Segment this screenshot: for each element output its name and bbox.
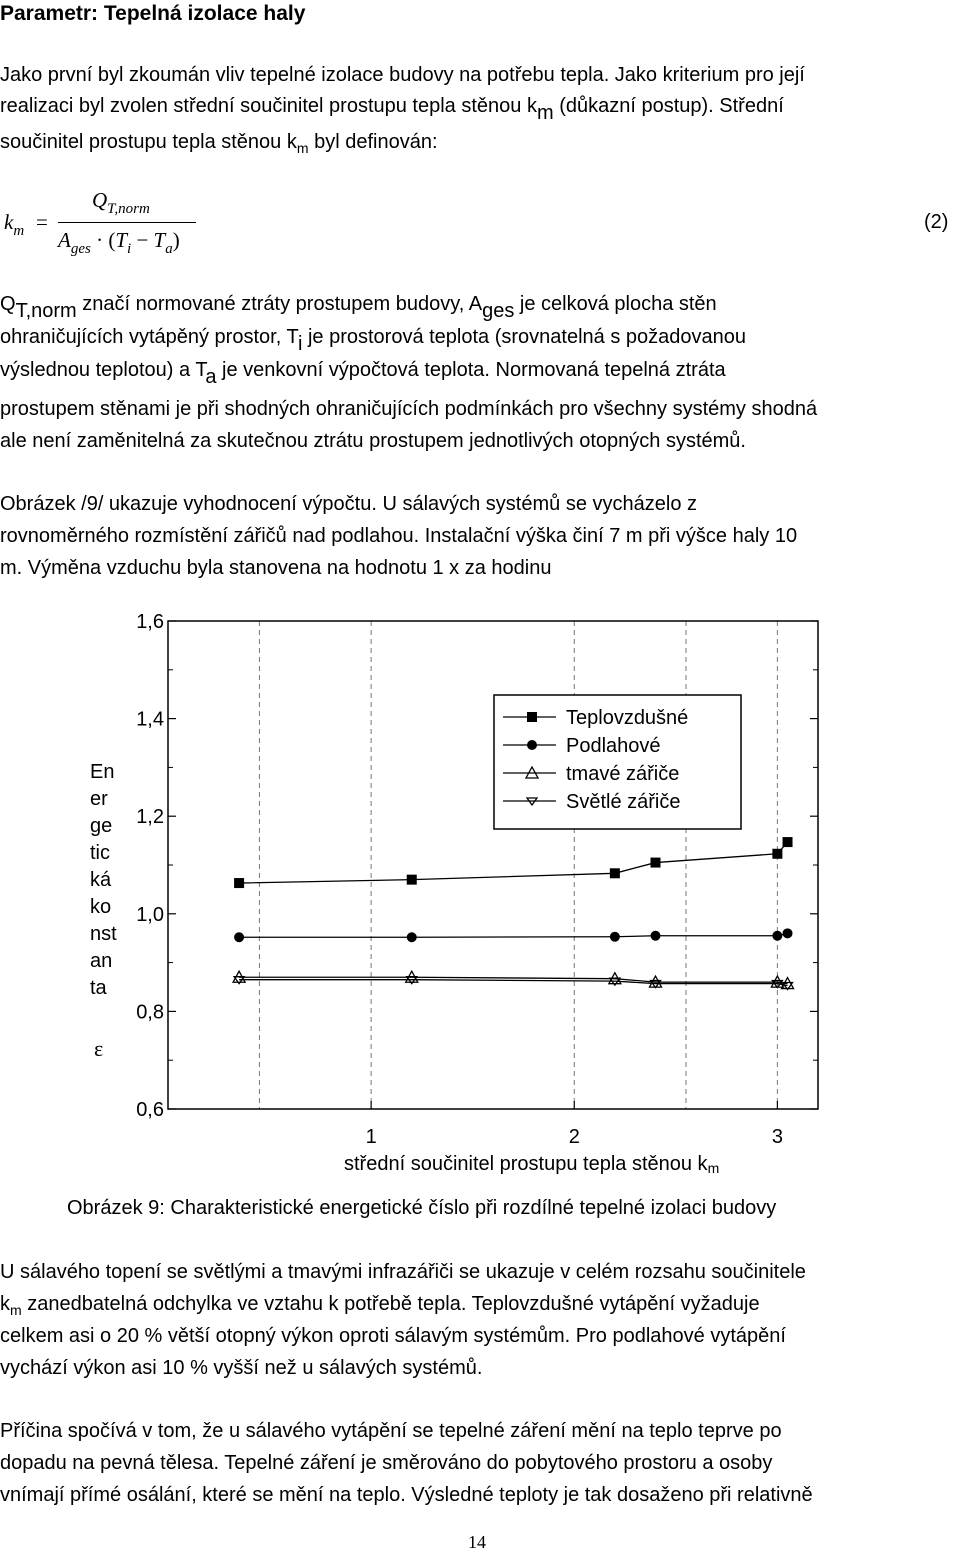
- defs-line-1: [0, 292, 717, 322]
- page-heading: Parametr: Tepelná izolace haly: [0, 2, 306, 25]
- km-subscript: m: [536, 102, 554, 124]
- y-label-segment: er: [90, 788, 108, 810]
- page-number: 14: [468, 1532, 486, 1552]
- formula-paren-open: (: [108, 228, 116, 252]
- formula-paren-close: ): [172, 228, 180, 252]
- formula-minus: −: [136, 228, 149, 252]
- x-axis-label-text: střední součinitel prostupu tepla stěnou km: [344, 1153, 720, 1175]
- y-label-segment: En: [90, 761, 115, 783]
- intro-text: součinitel prostupu tepla stěnou k: [0, 131, 297, 153]
- y-label-segment: ká: [90, 869, 112, 891]
- p2-line-2: [0, 1292, 760, 1317]
- intro-text: byl definován:: [308, 131, 438, 153]
- figure-caption: Obrázek 9: Charakteristické energetické číslo při rozdílné tepelné izolaci budovy: [67, 1197, 777, 1219]
- y-tick-label: 1,0: [136, 903, 164, 926]
- p2-text: zanedbatelná odchylka ve vztahu k potřebě tepla. Teplovzdušné vytápění vyžaduje: [21, 1293, 760, 1315]
- formula-equals: =: [36, 210, 48, 234]
- formula-number: (2): [924, 211, 949, 233]
- defs-text: značí normované ztráty prostupem budovy, A: [76, 293, 483, 315]
- y-tick-label: 0,8: [136, 1001, 164, 1024]
- chart-axes: [168, 621, 818, 1109]
- km-subscript: m: [296, 140, 309, 156]
- x-axis-label: [344, 1153, 719, 1175]
- intro-text: (důkazní postup). Střední: [553, 95, 784, 117]
- formula-numerator: [92, 188, 150, 217]
- chart-series: [233, 837, 793, 989]
- km-subscript: m: [10, 1302, 22, 1318]
- y-label-segment: ge: [90, 815, 113, 837]
- formula-ta: T: [153, 228, 166, 252]
- x-tick-label: 1: [365, 1126, 377, 1148]
- data-point-square: [610, 868, 620, 878]
- p3-line-2: dopadu na pevná tělesa. Tepelné záření je směrováno do pobytového prostoru a osoby: [0, 1452, 773, 1474]
- a-subscript: ges: [482, 300, 515, 322]
- x-axis-label-sub: m: [707, 1160, 720, 1175]
- formula-lhs: [4, 210, 25, 239]
- x-tick-label: 2: [568, 1126, 580, 1148]
- data-point-square: [527, 712, 537, 722]
- energy-coefficient-chart: [0, 600, 960, 1175]
- p2-line-4: vychází výkon asi 10 % vyšší než u sálavých systémů.: [0, 1357, 483, 1379]
- data-point-circle: [610, 932, 620, 942]
- plot-frame: [168, 621, 818, 1109]
- y-label-symbol: ε: [94, 1036, 104, 1061]
- obr-line-3: m. Výměna vzduchu byla stanovena na hodnotu 1 x za hodinu: [0, 557, 552, 579]
- formula-a-sub: ges: [70, 241, 91, 257]
- formula-k: k: [4, 210, 14, 234]
- series-line: [239, 842, 787, 883]
- q-subscript: T,norm: [15, 300, 77, 322]
- defs-line-5: ale není zaměnitelná za skutečnou ztrátu prostupem jednotlivých otopných systémů.: [0, 430, 746, 452]
- defs-line-4: prostupem stěnami je při shodných ohraničujících podmínkách pro všechny systémy shodná: [0, 398, 818, 420]
- y-tick-label: 1,4: [136, 708, 164, 731]
- chart-legend: [494, 695, 741, 829]
- ta-subscript: a: [205, 366, 217, 388]
- formula-denominator: [58, 228, 180, 257]
- defs-text: výslednou teplotou) a T: [0, 359, 206, 381]
- legend-label: Světlé zářiče: [566, 791, 681, 813]
- y-label-segment: ko: [90, 896, 112, 918]
- p2-text: k: [0, 1293, 10, 1315]
- intro-line-3: [0, 130, 438, 155]
- defs-text: je venkovní výpočtová teplota. Normovaná tepelná ztráta: [216, 359, 726, 381]
- legend-label: tmavé zářiče: [566, 763, 680, 785]
- intro-text: realizaci byl zvolen střední součinitel prostupu tepla stěnou k: [0, 95, 537, 117]
- y-label-segment: nst: [90, 923, 117, 945]
- x-tick-label: 3: [771, 1126, 783, 1148]
- data-point-circle: [234, 932, 244, 942]
- series-line: [239, 933, 787, 937]
- legend-label: Teplovzdušné: [566, 707, 689, 729]
- data-point-square: [234, 878, 244, 888]
- data-point-circle: [783, 928, 793, 938]
- formula-q-sub: T,norm: [107, 201, 150, 217]
- data-point-square: [651, 858, 661, 868]
- defs-line-3: [0, 358, 726, 388]
- p2-line-1: U sálavého topení se světlými a tmavými infrazářiči se ukazuje v celém rozsahu součinitele: [0, 1261, 806, 1283]
- intro-line-2: [0, 94, 784, 124]
- obr-line-2: rovnoměrného rozmístění zářičů nad podlahou. Instalační výška činí 7 m při výšce haly 10: [0, 525, 798, 547]
- series-circle: [234, 928, 792, 942]
- y-label-segment: ta: [90, 977, 107, 999]
- intro-line-1: Jako první byl zkoumán vliv tepelné izolace budovy na potřebu tepla. Jako kriterium pro její: [0, 64, 805, 86]
- formula-ti: T: [115, 228, 128, 252]
- y-tick-label: 1,2: [136, 806, 164, 829]
- ti-subscript: i: [297, 333, 303, 355]
- p2-line-3: celkem asi o 20 % větší otopný výkon oproti sálavým systémům. Pro podlahové vytápění: [0, 1325, 786, 1347]
- legend-label: Podlahové: [566, 735, 661, 757]
- defs-text: Q: [0, 293, 16, 315]
- data-point-circle: [772, 931, 782, 941]
- data-point-square: [407, 875, 417, 885]
- y-label-segment: an: [90, 950, 113, 972]
- p3-line-3: vnímají přímé osálání, které se mění na teplo. Výsledné teploty je tak dosaženo při relativně: [0, 1484, 813, 1506]
- formula-dot: ·: [96, 228, 104, 252]
- y-label-segment: tic: [90, 842, 110, 864]
- defs-text: je celková plocha stěn: [514, 293, 717, 315]
- data-point-circle: [407, 932, 417, 942]
- formula-ta-sub: a: [165, 241, 173, 257]
- defs-line-2: [0, 325, 747, 355]
- defs-text: ohraničujících vytápěný prostor, T: [0, 326, 298, 348]
- formula-a: A: [58, 228, 71, 252]
- data-point-square: [783, 837, 793, 847]
- y-axis-label: [90, 761, 117, 1061]
- y-tick-label: 0,6: [136, 1099, 164, 1121]
- formula-ti-sub: i: [127, 241, 132, 257]
- chart-grid: [259, 621, 777, 1109]
- formula-k-sub: m: [13, 223, 25, 239]
- p3-line-1: Příčina spočívá v tom, že u sálavého vytápění se tepelné záření mění na teplo teprve po: [0, 1420, 782, 1442]
- data-point-circle: [527, 740, 537, 750]
- data-point-circle: [651, 931, 661, 941]
- defs-text: je prostorová teplota (srovnatelná s požadovanou: [302, 326, 747, 348]
- formula-q: Q: [92, 188, 108, 212]
- series-square: [234, 837, 792, 888]
- data-point-square: [772, 849, 782, 859]
- y-tick-label: 1,6: [136, 611, 164, 633]
- fraction-bar: [58, 222, 196, 223]
- obr-line-1: Obrázek /9/ ukazuje vyhodnocení výpočtu. U sálavých systémů se vycházelo z: [0, 493, 698, 515]
